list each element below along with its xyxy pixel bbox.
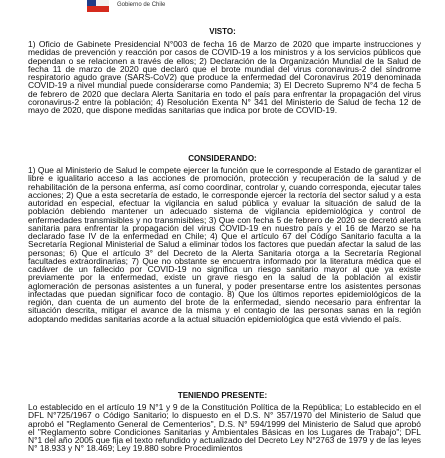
visto-paragraph: 1) Oficio de Gabinete Presidencial N°003 de fecha 16 de Marzo de 2020 que imparte instrucciones y medidas de prevención y reacción por casos de COVID-19 a los ministros y a los servicios públicos que dependan o se relacionen a través de ellos; 2) Declaración de la Organización Mundial de la Salud de fecha 11 de marzo de 2020 que declaró que el brote mundial del virus coronavirus-2 del síndrome respiratorio agudo grave (SARS-CoV2) que produce la enfermedad del Coronavirus 2019 denominada COVID-19 a nivel mundial puede considerarse como Pandemia; 3) El Decreto Supremo N°4 de fecha 5 de febrero de 2020 que declara Alerta Sanitaria en todo el país para enfrentar la propagación del virus coronavirus-2 entre la población; 4) Resolución Exenta N° 341 del Ministerio de Salud de fecha 12 de mayo de 2020, que dispone medidas sanitarias que indica por brote de COVID-19.	[28, 39, 421, 115]
logo-text: Gobierno de Chile	[117, 2, 166, 8]
teniendo-presente-paragraph: Lo establecido en el artículo 19 N°1 y 9 de la Constitución Política de la República; Lo establecido en el DFL N°725/1967 o Código Sanitario; lo dispuesto en el D.S. N° 357/1970 del Ministerio de Salud que aprobó el "Reglamento General de Cementerios", D.S. N° 594/1999 del Ministerio de Salud que aprobó el "Reglamento sobre Condiciones Sanitarias y Ambientales Básicas en los Lugares de Trabajo"; DFL N°1 del año 2005 que fija el texto refundido y actualizado del Decreto Ley N°2763 de 1979 y de las leyes N° 18.933 y N° 18.469; Ley 19.880 sobre Procedimientos	[28, 402, 421, 454]
visto-heading: VISTO:	[209, 27, 236, 36]
teniendo-presente-heading: TENIENDO PRESENTE:	[177, 391, 268, 400]
chile-flag-icon	[87, 0, 109, 12]
considerando-paragraph: 1) Que al Ministerio de Salud le compete ejercer la función que le corresponde al Estado de garantizar el libre e igualitario acceso a las acciones de promoción, protección y recuperación de la salud y de rehabilitación de la persona enferma, así como coordinar, controlar y, cuando corresponda, ejecutar tales acciones; 2) Que a esta secretaría de estado, le corresponde ejercer la rectoría del sector salud y a esta autoridad en especial, efectuar la vigilancia en salud pública y evaluar la situación de salud de la población debiendo mantener un adecuado sistema de vigilancia epidemiológica y control de enfermedades transmisibles y no transmisibles; 3) Que con fecha 5 de febrero de 2020 se decretó alerta sanitaria para enfrentar la propagación del virus COVID-19 en nuestro país y el 16 de Marzo se ha declarado fase IV de la enfermedad en Chile; 4) Que el artículo 67 del Código Sanitario faculta a la Secretaría Regional Ministerial de Salud a eliminar todos los factores que puedan afectar la salud de las personas; 6) Que el artículo 3° del Decreto de la Alerta Sanitaria otorga a la Secretaría Regional facultades extraordinarias; 7) Que no obstante se encuentra informado por la literatura médica que el cadáver de un fallecido por COVID-19 no significa un riesgo sanitario mayor al que ya existe previamente por la enfermedad, existe un grave riesgo en la salud de la población al existir aglomeración de personas asistentes a un funeral, y poder presentarse entre los asistentes personas infectadas que puedan significar foco de contagio. 8) Que los últimos reportes epidemiológicos de la región, dan cuenta de un aumento del brote de la enfermedad, siendo necesario para enfrentar la situación descrita, mitigar el avance de la misma y el contagio de las personas sanas en la región adoptando medidas sanitarias acorde a la actual situación epidemiológica que está viviendo el país.	[28, 165, 421, 324]
considerando-heading: CONSIDERANDO:	[188, 154, 257, 163]
government-logo	[87, 0, 177, 22]
